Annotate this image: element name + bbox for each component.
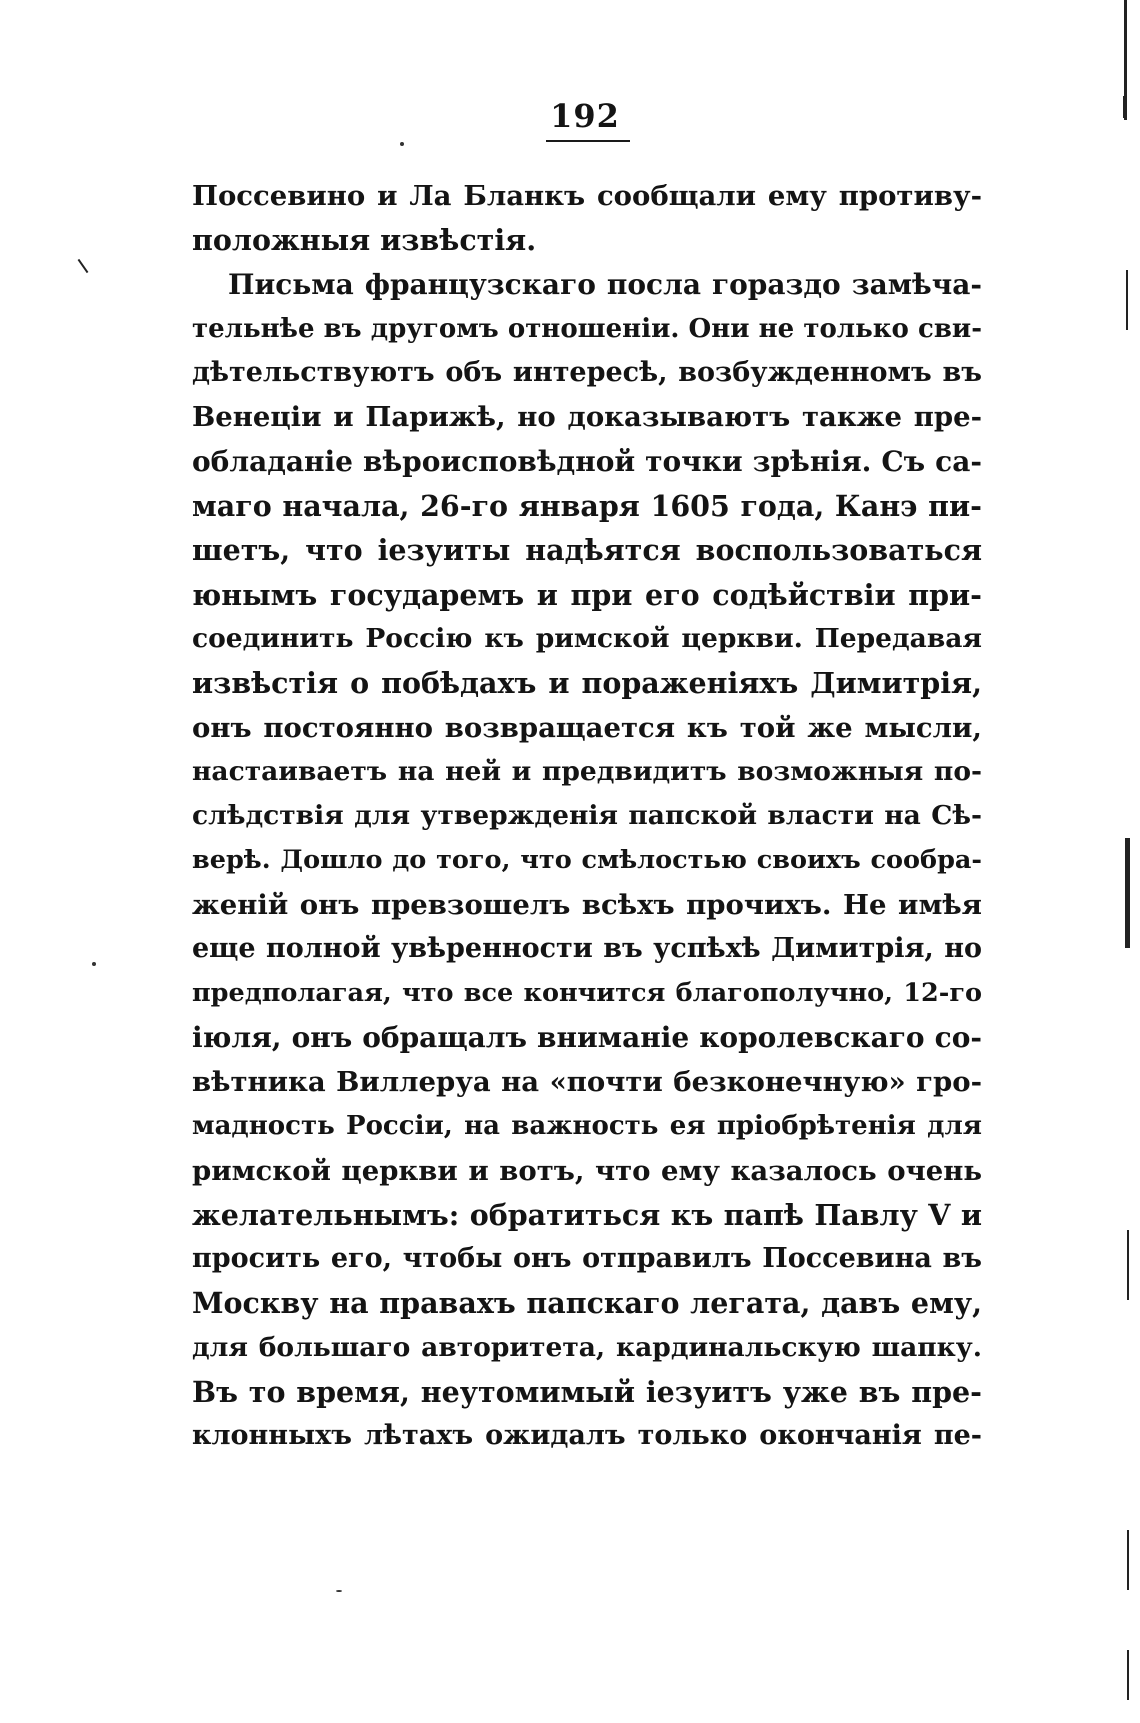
text-line: тельнѣе въ другомъ отношеніи. Они не только сви- — [192, 313, 982, 344]
text-line: настаиваетъ на ней и предвидитъ возможныя по- — [192, 755, 982, 787]
text-line: шетъ, что іезуиты надѣятся воспользоваться — [192, 533, 982, 568]
text-line: Венеціи и Парижѣ, но доказываютъ также пре- — [192, 401, 982, 434]
text-line: предполагая, что все кончится благополучно, 12-го — [192, 978, 982, 1009]
text-line: Поссевино и Ла Бланкъ сообщали ему противу- — [192, 180, 982, 212]
text-line: положныя извѣстія. — [192, 223, 537, 258]
text-line: мадность Россіи, на важность ея пріобрѣтенія для — [192, 1111, 982, 1142]
text-line: еще полной увѣренности въ успѣхѣ Димитрія, но — [192, 933, 982, 965]
text-line: для большаго авторитета, кардинальскую шапку. — [192, 1331, 982, 1363]
scan-edge-mark — [1127, 1530, 1129, 1590]
text-line: клонныхъ лѣтахъ ожидалъ только окончанія пе- — [192, 1420, 982, 1452]
text-line: обладаніе вѣроисповѣдной точки зрѣнія. Съ са- — [192, 444, 982, 478]
page-number-underline — [546, 140, 630, 142]
text-line: слѣдствія для утвержденія папской власти на Сѣ- — [192, 800, 982, 832]
scan-edge-mark — [1125, 838, 1130, 948]
scan-edge-mark — [1127, 1230, 1129, 1300]
body-text — [192, 174, 982, 1459]
text-line: дѣтельствуютъ объ интересѣ, возбужденномъ въ — [192, 357, 982, 389]
text-line: Въ то время, неутомимый іезуитъ уже въ пре- — [192, 1375, 982, 1410]
text-line: просить его, чтобы онъ отправилъ Поссевина въ — [192, 1243, 982, 1275]
text-line: вѣтника Виллеруа на «почти безконечную» гро- — [192, 1065, 982, 1098]
speck — [336, 1590, 342, 1592]
scan-edge-mark — [1126, 270, 1128, 330]
text-line: желательнымъ: обратиться къ папѣ Павлу V и — [192, 1197, 982, 1232]
speck — [92, 962, 96, 966]
text-line: римской церкви и вотъ, что ему казалось очень — [192, 1154, 982, 1187]
text-line: верѣ. Дошло до того, что смѣлостью своихъ сообра- — [192, 845, 982, 876]
text-line: іюля, онъ обращалъ вниманіе королевскаго со- — [192, 1020, 982, 1054]
scan-edge-mark — [1127, 1650, 1129, 1700]
page-number: 192 — [550, 97, 620, 135]
text-line: маго начала, 26-го января 1605 года, Канэ пи- — [192, 489, 982, 524]
text-line: юнымъ государемъ и при его содѣйствіи при- — [192, 577, 982, 612]
text-line: женій онъ превзошелъ всѣхъ прочихъ. Не имѣя — [192, 888, 982, 921]
stray-mark — [78, 259, 89, 273]
text-line: извѣстія о побѣдахъ и пораженіяхъ Димитрія, — [192, 666, 982, 701]
scan-edge-mark — [1123, 96, 1127, 118]
text-line: Москву на правахъ папскаго легата, давъ ему, — [192, 1286, 982, 1321]
text-line: Письма французскаго посла гораздо замѣча- — [228, 267, 982, 301]
speck — [400, 142, 404, 146]
text-line: онъ постоянно возвращается къ той же мысли, — [192, 711, 982, 744]
text-line: соединить Россію къ римской церкви. Передавая — [192, 622, 982, 654]
